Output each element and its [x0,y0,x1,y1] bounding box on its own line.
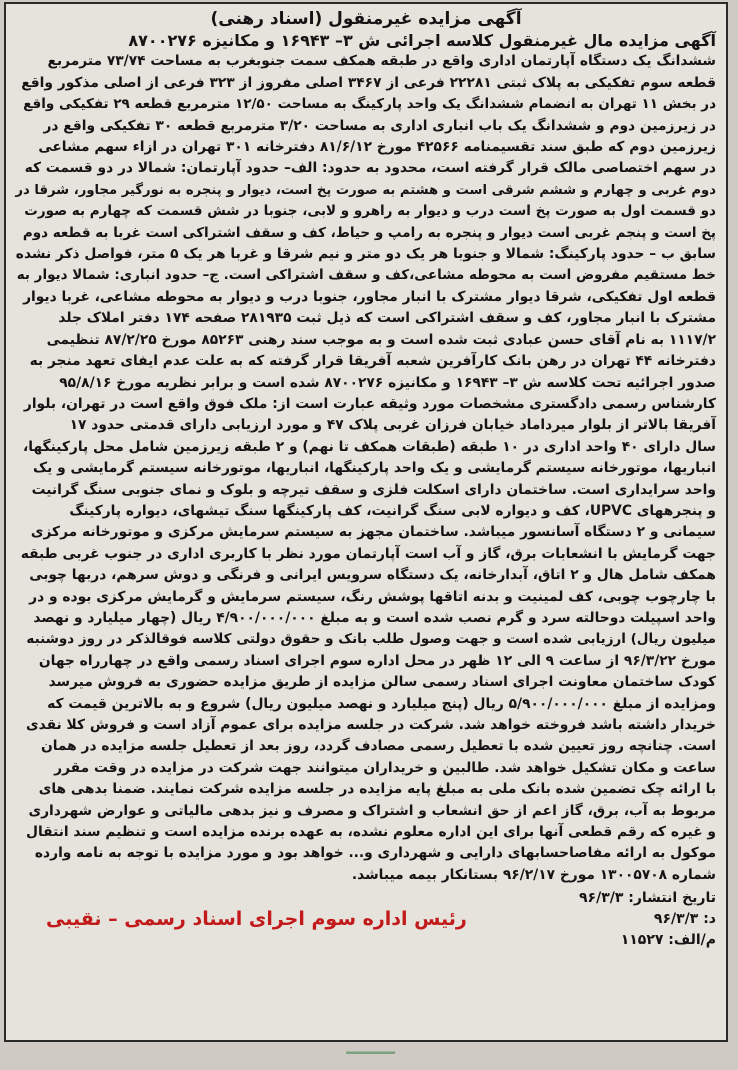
body-line: جهت گرمایش با انشعابات برق، گاز و آب است آپارتمان مورد نظر با کاربری اداری در جنوب غربی طبقه [20,545,716,562]
footer-row [16,909,716,930]
notice-title: آگهی مزایده غیرمنقول (اسناد رهنی) [210,9,522,29]
body-line: ششدانگ یک دستگاه آپارتمان اداری واقع در طبقه همکف سمت جنوبغرب به مساحت ۷۳/۷۴ مترمربع [47,53,716,70]
body-line: مشترک با انبار مجاور، کف و سقف اشتراکی است که ذیل ثبت ۲۸۱۹۳۵ صفحه ۱۷۴ دفتر املاک جلد [58,310,716,327]
body-line: زیرزمین دوم که طبق سند تقسیمنامه ۴۲۵۶۶ مورخ ۸۱/۶/۱۲ دفترخانه ۳۰۱ تهران در ازاء سهم مشاعی [38,139,716,156]
body-line: همکف شامل هال و ۲ اتاق، آبدارخانه، یک دستگاه سرویس ایرانی و فرنگی و دوش سرهم، دربها چوبی [29,567,716,584]
body-line: میلیون ریال) ارزیابی شده است و جهت وصول طلب بانک و حقوق دولتی کلاسه فوقالذکر در روز دوشنبه [26,631,716,648]
body-line: سیمانی و ۲ دستگاه آسانسور میباشد. ساختمان مجهز به سیستم سرمایش مرکزی و موتورخانه مرکزی [30,524,716,541]
body-line: پخ است و پنجم غربی است دیوار و پنجره به رامپ و حیاط، کف و سقف اشتراکی است غربا به قطعه دوم [22,224,716,241]
body-line: شماره ۱۳۰۰۵۷۰۸ مورخ ۹۶/۲/۱۷ بستانکار بیمه میباشد. [351,866,716,883]
body-line: قطعه سوم تفکیکی به پلاک ثبتی ۲۲۲۸۱ فرعی از ۳۴۶۷ اصلی مفروز از ۳۲۳ فرعی از اصلی مذکور واقع [21,74,716,91]
body-line: خریدار داشته باشد فروخته خواهد شد. شرکت در جلسه مزایده برای عموم آزاد است و فروش کلا نقدی [26,717,716,733]
torn-edge-fragment: ⸺ [345,1034,396,1069]
body-line: است. چنانچه روز تعیین شده با تعطیل رسمی مصادف گردد، روز بعد از تعطیل جلسه مزایده در همان [40,738,716,755]
body-line: موکول به ارائه مفاصاحسابهای دارایی و شهرداری و... خواهد بود و مورد مزایده با توجه به نامه وارده [34,845,716,862]
body-line: آفریقا بالاتر از بلوار میرداماد خیابان فرزان غربی پلاک ۴۷ و مورد ارزیابی دارای قدمتی حدود ۱۷ [69,417,716,434]
body-line: ومزایده از مبلغ ۵/۹۰۰/۰۰۰/۰۰۰ ریال (پنج میلیارد و نهصد میلیون ریال) شروع و به بالاترین قیمت که [47,695,716,712]
reference-number: م/الف: ۱۱۵۲۷ [620,932,716,949]
body-line: خط مستقیم مفروض است به محوطه مشاعی،کف و سقف اشتراکی است. ج– حدود انباری: شمالا دیوار به [16,267,716,284]
body-line: با چارچوب چوبی، کف لمینیت و بدنه اتاقها پوشش رنگ، سیستم سرمایش و گرمایش مرکزی بوده و در [29,588,716,605]
body-line: کارشناس رسمی دادگستری مشخصات مورد وثیقه عبارت است از: ملک فوق واقع است در تهران، بلوار [23,395,716,412]
publish-date: تاریخ انتشار: ۹۶/۳/۳ [578,890,716,907]
date-line: د: ۹۶/۳/۳ [653,911,716,928]
notice-body [16,30,716,886]
body-line: کودک ساختمان معاونت اجرای اسناد رسمی سالن مزایده از طریق مزایده حضوری به فروش میرسد [48,674,716,691]
body-line: انباریها، موتورخانه سیستم گرمایشی و یک واحد پارکینگها، انباریها، موتورخانه سیستم گرمایشی و یک [33,460,716,477]
signature: رئیس اداره سوم اجرای اسناد رسمی – نقیبی [46,908,467,931]
body-line: واحد اسپیلت دوحالته سرد و گرم نصب شده است و به مبلغ ۴/۹۰۰/۰۰۰/۰۰۰ ریال (چهار میلیارد و نهصد [33,609,716,626]
body-line: در زیرزمین دوم و ششدانگ یک باب انباری اداری به مساحت ۳/۲۰ مترمربع قطعه ۳۰ تفکیکی واقع در [43,117,716,134]
notice-subtitle: آگهی مزایده مال غیرمنقول کلاسه اجرائی ش ۳– ۱۶۹۴۳ و مکانیزه ۸۷۰۰۲۷۶ [128,31,716,50]
body-line: و غیره که رقم قطعی آنها برای این اداره معلوم نشده، به عهده برنده مزایده است و تنظیم سند انتقال [26,824,716,841]
body-line: دوم غربی و چهارم و ششم شرقی است و هشتم به صورت پخ است، دیوار و پنجره به نورگیر مجاور، شرقا در [15,182,716,198]
body-line: و پنجرههای UPVC، کف و دیواره لابی سنگ گرانیت، کف پارکینگها سنگ تیشهای، دیواره پارکینگ [69,502,716,519]
body-line: سال دارای ۴۰ واحد اداری در ۱۰ طبقه (طبقات همکف تا نهم) و ۲ طبقه زیرزمین شامل محل پارکینگها، [23,438,716,455]
body-line: دفترخانه ۴۴ تهران در رهن بانک کارآفرین شعبه آفریقا قرار گرفته که به علت عدم ایفای تعهد منجر به [29,353,716,370]
notice-footer [16,888,716,951]
body-line: با ارائه چک تضمین شده بانک ملی به مبلغ پایه مزایده در جلسه مزایده شرکت نمایند. ضمنا بدهی های [38,781,716,798]
body-line: در سهم اختصاصی مالک قرار گرفته است، محدود به حدود: الف– حدود آپارتمان: شمالا در دو قسمت که [24,160,716,177]
body-line: ۱۱۱۷/۲ به نام آقای حسن عبادی ثبت شده است و به موجب سند رهنی ۸۵۲۶۳ مورخ ۸۷/۲/۲۵ تنظیمی [46,331,716,348]
body-line: قطعه اول تفکیکی، شرقا دیوار مشترک با انبار مجاور، جنوبا درب و دیوار به محوطه مشاعی، غربا دیوار [23,288,716,305]
body-line: سابق ب – حدود پارکینگ: شمالا و جنوبا هر یک دو متر و نیم شرقا و غربا هر یک ۵ متر، فواصل ذکر نشده [15,246,716,263]
body-line: مربوط به آب، برق، گاز اعم از حق انشعاب و اشتراک و مصرف و نیز بدهی مالیاتی و عوارض شهرداری [28,802,716,819]
body-line: مورخ ۹۶/۳/۲۲ از ساعت ۹ الی ۱۲ ظهر در محل اداره سوم اجرای اسناد رسمی واقع در چهارراه جهان [38,652,716,669]
body-line: ساعت و مکان تشکیل خواهد شد. طالبین و خریداران میتوانند جهت شرکت در مزایده در وقت مقرر [54,759,716,776]
auction-notice [4,2,728,1069]
body-line: دو قسمت اول به صورت پخ است درب و دیوار به راهرو و لابی، جنوبا در شش قسمت که چهارم به صورت [24,203,716,220]
body-line: صدور اجرائیه تحت کلاسه ش ۳– ۱۶۹۴۳ و مکانیزه ۸۷۰۰۲۷۶ شده است و برابر نظریه مورخ ۹۵/۸/۱۶ [59,374,716,391]
body-line: در بخش ۱۱ تهران به انضمام ششدانگ یک واحد پارکینگ به مساحت ۱۲/۵۰ مترمربع قطعه ۲۹ تفکیکی واقع [23,96,716,113]
body-line: واحد سرایداری است. ساختمان دارای اسکلت فلزی و سقف تیرچه و بلوک و نمای جنوبی سنگ گرانیت [31,481,716,498]
